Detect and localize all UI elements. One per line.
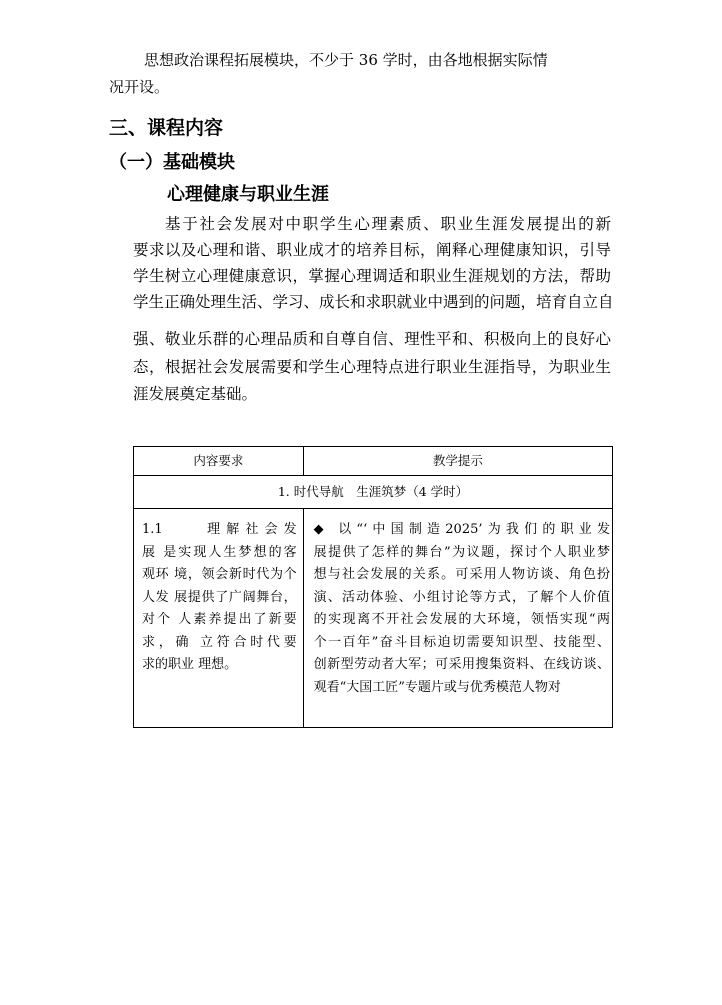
hint-line: 展提供了怎样的舞台”为议题，探讨个人职业梦	[313, 544, 610, 560]
header-cell-hints	[303, 447, 612, 476]
table-row	[134, 509, 613, 728]
hint-line: 的实现离不开社会发展的大环境，领悟实现“两	[313, 612, 610, 627]
paragraph-line-4: 学生正确处理生活、学习、成长和求职就业中遇到的问题，培育自立自	[133, 293, 614, 311]
hint-line: 个一百年”奋斗目标迫切需要知识型、技能型、	[313, 634, 610, 650]
requirement-line: 1.1 理解社会发	[142, 522, 297, 537]
content-requirement-cell	[134, 509, 304, 728]
curriculum-table	[133, 446, 613, 728]
requirement-line: 展 是实现人生梦想的客	[142, 544, 297, 560]
subsection-title: （一）基础模块	[109, 152, 235, 173]
requirement-line: 求的职业 理想。	[142, 657, 238, 672]
hint-line: 想与社会发展的关系。可采用人物访谈、角色扮	[313, 567, 610, 582]
hint-line: ◆ 以“‘中国制造2025’为我们的职业发	[313, 522, 610, 537]
paragraph-line-1: 基于社会发展对中职学生心理素质、职业生涯发展提出的新	[165, 215, 611, 233]
section-title: 三、课程内容	[109, 117, 224, 139]
unit-title: 1. 时代导航 生涯筑梦（4 学时）	[277, 484, 469, 499]
paragraph-line-7: 涯发展奠定基础。	[133, 385, 258, 403]
requirement-line: 人发 展提供了广阔舞台，	[142, 589, 297, 605]
requirement-line: 对个 人素养提出了新要	[142, 612, 297, 627]
unit-row	[134, 476, 613, 509]
hint-line: 观看“大国工匠”专题片或与优秀模范人物对	[313, 679, 561, 695]
paragraph-line-5: 强、敬业乐群的心理品质和自尊自信、理性平和、积极向上的良好心	[133, 330, 611, 348]
header-content-label: 内容要求	[193, 453, 244, 468]
module-title: 心理健康与职业生涯	[167, 184, 329, 205]
requirement-line: 观环 境，领会新时代为个	[142, 567, 297, 582]
paragraph-line-3: 学生树立心理健康意识，掌握心理调适和职业生涯规划的方法，帮助	[133, 267, 611, 285]
paragraph-line-2: 要求以及心理和谐、职业成才的培养目标，阐释心理健康知识，引导	[133, 241, 611, 259]
hint-line: 创新型劳动者大军；可采用搜集资料、在线访谈、	[313, 657, 610, 672]
unit-title-cell	[134, 476, 613, 509]
requirement-line: 求，确 立符合时代要	[142, 634, 297, 650]
teaching-hint-cell	[303, 509, 612, 728]
header-hints-label: 教学提示	[432, 453, 483, 468]
hint-line: 演、活动体验、小组讨论等方式，了解个人价值	[313, 589, 610, 605]
intro-line-2: 况开设。	[109, 78, 170, 96]
intro-line-1: 思想政治课程拓展模块，不少于 36 学时，由各地根据实际情	[144, 51, 548, 69]
header-cell-content	[134, 447, 304, 476]
paragraph-line-6: 态，根据社会发展需要和学生心理特点进行职业生涯指导，为职业生	[133, 358, 611, 376]
table-header-row	[134, 447, 613, 476]
